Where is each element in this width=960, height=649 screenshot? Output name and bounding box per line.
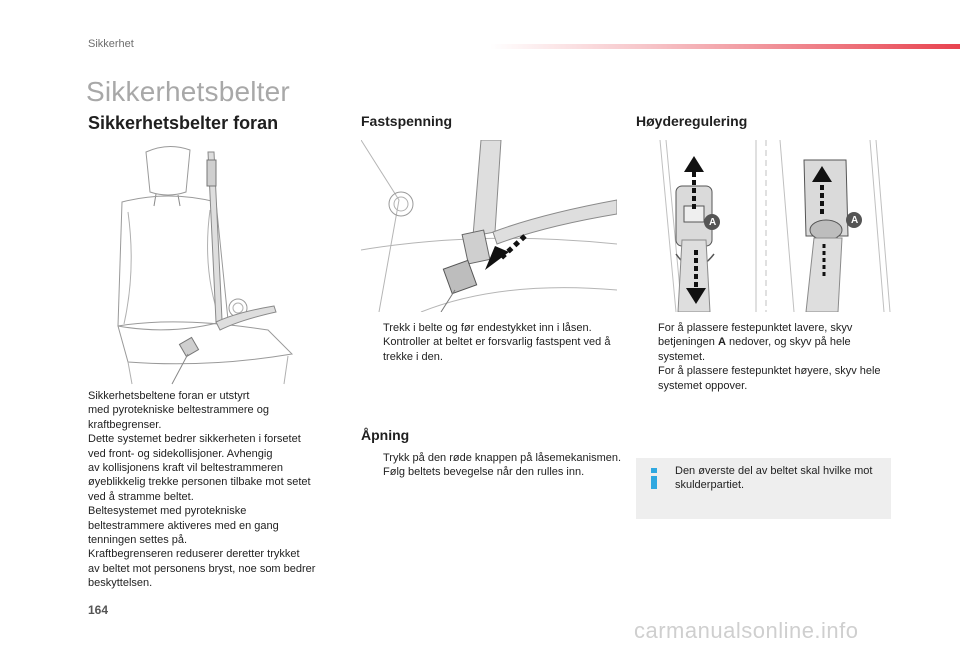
page-number: 164 bbox=[88, 603, 109, 617]
section-tag: Sikkerhet bbox=[88, 38, 134, 50]
front-belts-line: beltestrammere aktiveres med en gang bbox=[88, 519, 279, 532]
front-belts-heading: Sikkerhetsbelter foran bbox=[88, 113, 279, 133]
callout-label-a: A bbox=[709, 217, 717, 228]
buckle-fastening-illustration bbox=[361, 140, 617, 312]
list-item bbox=[361, 451, 623, 465]
fastening-list bbox=[361, 321, 623, 364]
list-item-text: For å plassere festepunktet høyere, skyv hele systemet oppover. bbox=[658, 365, 881, 392]
front-belts-line: øyeblikkelig trekke personen tilbake mot setet bbox=[88, 476, 311, 489]
opening-list bbox=[361, 451, 623, 480]
front-belts-line: ved front- og sidekollisjoner. Avhengig bbox=[88, 447, 273, 460]
front-belts-line: beskyttelsen. bbox=[88, 577, 153, 590]
list-item-text: Trekk i belte og før endestykket inn i låsen. bbox=[383, 322, 592, 334]
height-adjust-heading: Høyderegulering bbox=[636, 113, 748, 129]
front-belts-line: kraftbegrenser. bbox=[88, 418, 162, 431]
front-belts-line: Sikkerhetsbeltene foran er utstyrt bbox=[88, 390, 250, 402]
control-label-a: A bbox=[717, 336, 726, 349]
front-belts-line: Kraftbegrenseren reduserer deretter trykket bbox=[88, 548, 300, 561]
front-belts-text bbox=[88, 389, 340, 591]
list-item bbox=[636, 364, 888, 393]
front-belts-line: av kollisjonens kraft vil beltestrammeren bbox=[88, 462, 284, 475]
front-belts-line: Beltesystemet med pyrotekniske bbox=[88, 505, 247, 518]
list-item-text: Følg beltets bevegelse når den rulles inn. bbox=[383, 466, 585, 479]
front-belts-line: ved å stramme beltet. bbox=[88, 490, 194, 503]
list-item-text: Kontroller at beltet er forsvarlig fastspent ved å trekke i den. bbox=[383, 336, 611, 363]
info-icon bbox=[649, 468, 659, 488]
list-item-text: Trykk på den røde knappen på låsemekanismen. bbox=[383, 452, 622, 464]
front-belts-line: Dette systemet bedrer sikkerheten i forsetet bbox=[88, 433, 301, 446]
front-belts-line: av beltet mot personens bryst, noe som bedrer bbox=[88, 562, 316, 575]
watermark: carmanualsonline.info bbox=[634, 618, 859, 643]
front-belts-line: tenningen settes på. bbox=[88, 534, 188, 547]
header-accent-bar bbox=[490, 44, 960, 49]
front-belts-line: med pyrotekniske beltestrammere og bbox=[88, 404, 269, 417]
height-adjuster-illustration bbox=[636, 140, 892, 312]
opening-heading: Åpning bbox=[361, 427, 410, 443]
callout-label-a: A bbox=[851, 215, 859, 226]
page-title: Sikkerhetsbelter bbox=[86, 76, 290, 107]
info-box bbox=[636, 458, 891, 519]
list-item bbox=[361, 321, 623, 335]
seat-with-belt-illustration bbox=[88, 140, 328, 385]
list-item-text-start: For å plassere festepunktet lavere, skyv betjeningen bbox=[658, 322, 853, 349]
list-item bbox=[636, 321, 888, 364]
fastening-heading: Fastspenning bbox=[361, 113, 453, 129]
info-text: Den øverste del av beltet skal hvilke mot skulderpartiet. bbox=[675, 465, 873, 492]
list-item-text-end: nedover, og skyv på hele systemet. bbox=[658, 336, 851, 363]
list-item bbox=[361, 465, 623, 479]
list-item bbox=[361, 335, 623, 364]
height-adjust-list bbox=[636, 321, 888, 393]
